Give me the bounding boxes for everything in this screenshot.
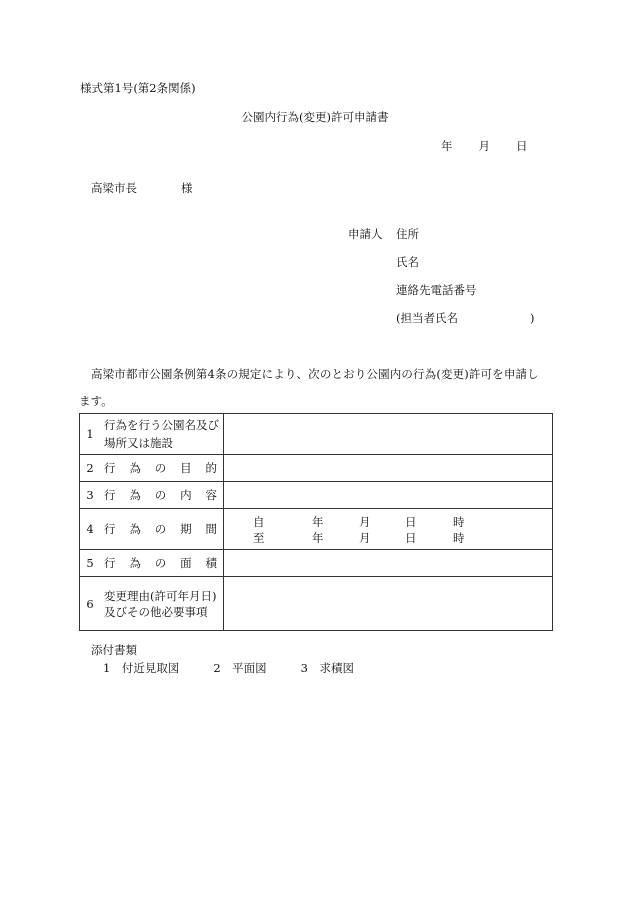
label-char: 行: [104, 522, 116, 536]
body-text-line2: ます。: [79, 394, 113, 408]
period-to: 至: [253, 531, 265, 545]
value-cell-purpose: [224, 455, 553, 482]
row-number: 2: [80, 455, 101, 482]
form-number: 様式第1号(第2条関係): [80, 81, 196, 95]
table-row: [80, 577, 553, 631]
row-label-content: [104, 487, 223, 503]
label-char: 行: [104, 556, 116, 570]
applicant-name-field: 氏名: [396, 255, 419, 269]
row-label-change-reason: 変更理由(許可年月日)及びその他必要事項: [104, 588, 217, 619]
table-row: [80, 414, 553, 455]
label-char: 行: [104, 488, 116, 502]
period-grid: [224, 509, 552, 549]
label-char: の: [154, 461, 167, 475]
date-day: 日: [516, 139, 528, 153]
row-label-period: [104, 521, 223, 537]
attachment-item: 1 付近見取図: [103, 661, 180, 675]
label-char: 為: [129, 488, 141, 502]
label-char: 行: [104, 461, 116, 475]
attachment-item: 2 平面図: [213, 661, 267, 675]
date-month: 月: [478, 139, 490, 153]
table-row: [80, 482, 553, 509]
period-to-hour: 時: [453, 531, 465, 545]
applicant-address-field: 住所: [396, 227, 419, 241]
applicant-contact-field: [396, 310, 535, 326]
label-char: の: [154, 522, 167, 536]
label-char: 面: [180, 556, 192, 570]
period-to-year: 年: [312, 531, 324, 545]
label-char: の: [154, 488, 167, 502]
applicant-phone-field: 連絡先電話番号: [396, 283, 477, 297]
value-cell-period: [224, 509, 553, 550]
period-to-day: 日: [405, 531, 417, 545]
row-label-purpose: [104, 460, 223, 476]
row-number: 1: [80, 414, 101, 455]
contact-open: (担当者氏名: [396, 311, 458, 325]
addressee-name: 高梁市長: [91, 181, 137, 195]
label-char: 容: [205, 488, 217, 502]
period-from-day: 日: [405, 515, 417, 529]
label-char: 間: [205, 522, 217, 536]
row-number: 3: [80, 482, 101, 509]
period-from-hour: 時: [453, 515, 465, 529]
date-year: 年: [441, 139, 453, 153]
value-cell-content: [224, 482, 553, 509]
document-title: 公園内行為(変更)許可申請書: [241, 110, 389, 124]
label-char: 為: [129, 461, 141, 475]
addressee: [91, 180, 193, 196]
row-number: 5: [80, 550, 101, 577]
attachments-label: 添付書類: [91, 643, 137, 657]
period-from-year: 年: [312, 515, 324, 529]
period-from: 自: [253, 515, 265, 529]
row-number: 6: [80, 577, 101, 631]
label-char: 期: [180, 522, 192, 536]
contact-close: ): [530, 311, 535, 325]
value-cell-area: [224, 550, 553, 577]
row-label-park-name: 行為を行う公園名及び場所又は施設: [104, 418, 219, 450]
label-char: 内: [180, 488, 192, 502]
table-row: [80, 455, 553, 482]
table-row: [80, 509, 553, 550]
table-row: [80, 550, 553, 577]
period-to-month: 月: [359, 531, 371, 545]
label-char: 目: [180, 461, 192, 475]
body-text-line1: 高梁市都市公園条例第4条の規定により、次のとおり公園内の行為(変更)許可を申請し: [91, 367, 539, 381]
application-table: [79, 413, 553, 631]
period-from-month: 月: [359, 515, 371, 529]
value-cell-change-reason: [224, 577, 553, 631]
attachment-item: 3 求積図: [300, 661, 354, 675]
label-char: の: [154, 556, 167, 570]
date-line: [441, 138, 528, 154]
addressee-suffix: 様: [181, 181, 193, 195]
label-char: 的: [205, 461, 217, 475]
attachments-list: [103, 660, 354, 676]
label-char: 積: [205, 556, 217, 570]
label-char: 為: [129, 522, 141, 536]
value-cell-park-name: [224, 414, 553, 455]
applicant-label: 申請人: [348, 227, 383, 241]
row-label-area: [104, 555, 223, 571]
row-number: 4: [80, 509, 101, 550]
label-char: 為: [129, 556, 141, 570]
